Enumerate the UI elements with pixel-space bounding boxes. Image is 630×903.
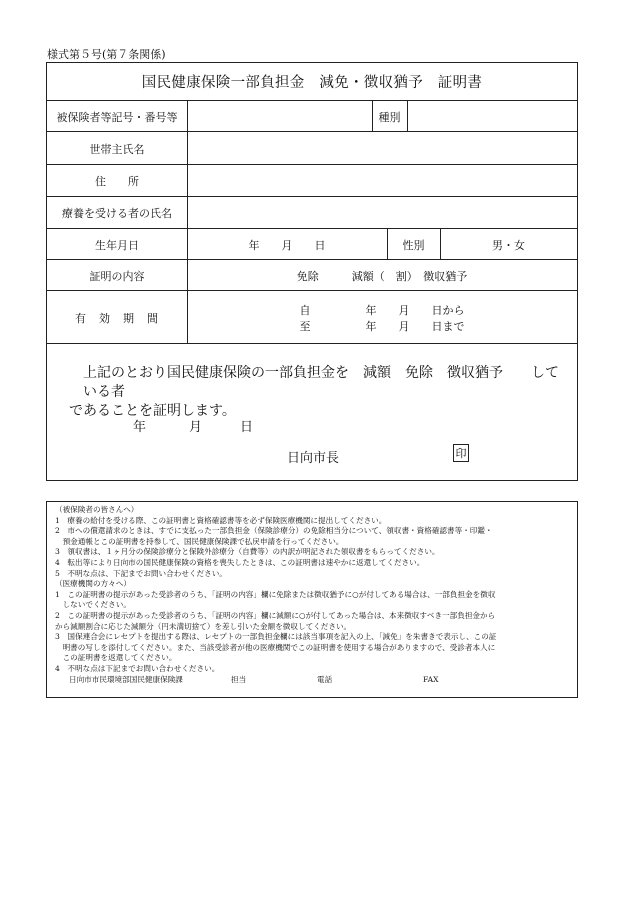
form-number: 様式第５号(第７条関係)	[47, 48, 166, 61]
notes-insured-item: 3 領収書は、１ヶ月分の保険診療分と保険外診療分（自費等）の内訳が明記された領収書をもらってください。	[55, 547, 440, 557]
proof-content-field[interactable]: 免除 減額（ 割） 徴収猶予	[296, 269, 468, 283]
cert-date-month: 月	[189, 420, 203, 435]
notes-insured-item: 4 転出等により日向市の国民健康保険の資格を喪失したときは、この証明書は速やかに返還してください。	[55, 557, 425, 567]
notes-medical-item: 明書の写しを添付してください。また、当該受診者が他の医療機関でこの証明書を使用する場合がありますので、受診者本人に	[55, 642, 496, 652]
sex-field[interactable]: 男・女	[492, 238, 525, 252]
notes-box	[46, 501, 578, 698]
notes-medical-item: 4 不明な点は下記までお問い合わせください。	[55, 663, 220, 673]
notes-insured-item: 5 不明な点は、下記までお問い合わせください。	[55, 568, 227, 578]
insured-type-label: 種別	[378, 110, 401, 124]
address-label: 住 所	[95, 175, 139, 188]
notes-medical-item: から減額割合に応じた減額分（円未満切捨て）を差し引いた金額を徴収してください。	[55, 621, 352, 631]
proof-content-label: 証明の内容	[89, 269, 145, 283]
certification-text	[69, 364, 567, 421]
mayor-title: 日向市長	[287, 451, 340, 466]
notes-medical-item: 1 この証明書の提示があった受診者のうち、「証明の内容」欄に免除または徴収猶予に○が付してある場合は、一部負担金を徴収	[55, 589, 496, 599]
notes-insured-item: 預金通帳とこの証明書を持参して、国民健康保険課で払戻申請を行ってください。	[55, 536, 344, 546]
birthdate-field[interactable]: 年 月 日	[248, 238, 326, 252]
row-address	[47, 164, 577, 197]
notes-medical-item: この証明書を返還してください。	[55, 653, 177, 663]
notes-medical-item: しないでください。	[55, 600, 131, 610]
notes-insured-item: 2 市への償還請求のときは、すでに支払った一部負担金（保険診療分）の免除相当分について、領収書・資格確認書等・印鑑・	[55, 526, 493, 536]
validity-from: 自 年 月 日から	[299, 303, 465, 317]
patient-name-label: 療養を受ける者の氏名	[62, 207, 172, 220]
validity-to: 至 年 月 日まで	[299, 319, 465, 333]
contact-fax: FAX	[423, 674, 439, 684]
row-household-head	[47, 131, 577, 165]
birthdate-label: 生年月日	[95, 238, 139, 252]
notes-insured-item: 1 療養の給付を受ける際、この証明書と資格確認書等を必ず保険医療機関に提出してください。	[55, 515, 387, 525]
validity-label: 有 効 期 間	[75, 311, 159, 325]
household-head-field[interactable]	[187, 132, 577, 165]
notes-medical-header: （医療機関の方々へ）	[55, 579, 131, 589]
household-head-label: 世帯主氏名	[89, 142, 145, 156]
row-birthdate	[47, 228, 577, 260]
row-proof-content	[47, 259, 577, 291]
seal-stamp-box: 印	[453, 444, 469, 462]
cert-date-year: 年	[133, 420, 147, 435]
row-insured-number	[47, 100, 577, 132]
document-title: 国民健康保険一部負担金 減免・徴収猶予 証明書	[141, 75, 483, 91]
notes-medical-item: 3 国保連合会にレセプトを提出する際は、レセプトの一部負担金欄には該当事項を記入の上、「減免」を朱書きで表示し、この証	[55, 632, 497, 642]
certificate-table	[46, 62, 578, 481]
row-validity	[47, 290, 577, 344]
notes-insured-header: （被保険者の皆さんへ）	[55, 505, 139, 514]
certification-line-2: であることを証明します。	[69, 403, 236, 419]
address-field[interactable]	[187, 165, 577, 197]
certification-line-1: 上記のとおり国民健康保険の一部負担金を 減額 免除 徴収猶予 している者	[83, 365, 559, 400]
insured-number-field[interactable]	[187, 101, 372, 132]
patient-name-field[interactable]	[187, 197, 577, 229]
insured-number-label: 被保険者等記号・番号等	[56, 110, 178, 124]
certification-block	[47, 343, 577, 480]
contact-line	[55, 675, 569, 686]
insured-type-field[interactable]	[407, 101, 577, 132]
sex-label: 性別	[402, 238, 425, 252]
contact-person: 担当	[231, 674, 247, 684]
contact-dept: 日向市市民環境部国民健康保険課	[69, 674, 183, 684]
row-patient	[47, 196, 577, 229]
cert-date-day: 日	[240, 420, 254, 435]
notes-medical-item: 2 この証明書の提示があった受診者のうち、「証明の内容」欄に減額に○が付してあった場合は、本来徴収すべき一部負担金から	[55, 610, 496, 620]
validity-field[interactable]	[187, 291, 577, 344]
contact-phone: 電話	[317, 674, 333, 684]
